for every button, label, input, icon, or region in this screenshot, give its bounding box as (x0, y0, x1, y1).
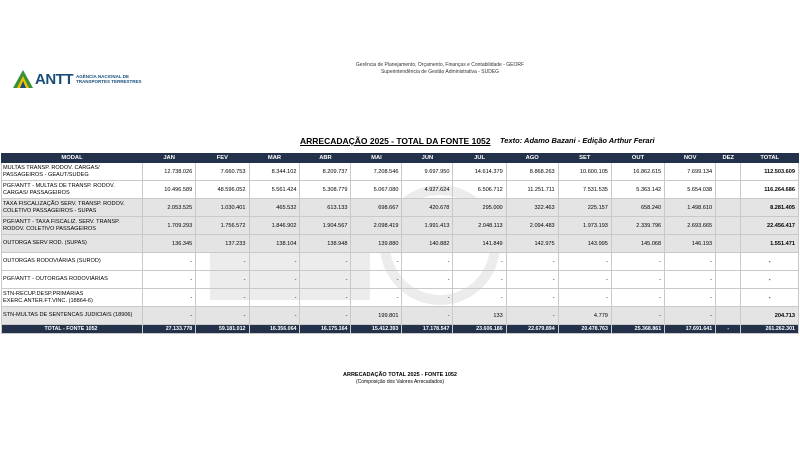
table-cell: 5.363.142 (611, 181, 664, 199)
table-cell: 6.506.712 (453, 181, 506, 199)
table-cell: 8.868.263 (506, 163, 558, 181)
table-cell: - (196, 289, 249, 307)
table-cell: - (143, 253, 196, 271)
table-cell: 9.697.950 (402, 163, 453, 181)
table-cell (716, 217, 741, 235)
row-label: TAXA FISCALIZAÇÃO SERV. TRANSP. RODOV. COLETIVO PASSAGEIROS - SUPAS (2, 199, 143, 217)
table-cell (716, 271, 741, 289)
table-cell: 142.975 (506, 235, 558, 253)
table-cell: - (506, 253, 558, 271)
table-cell: - (611, 289, 664, 307)
table-cell: 2.048.113 (453, 217, 506, 235)
table-cell: 10.496.589 (143, 181, 196, 199)
antt-triangle-icon (12, 69, 34, 89)
column-header-mar: MAR (249, 154, 300, 163)
table-cell: - (506, 271, 558, 289)
table-cell: 7.699.134 (665, 163, 716, 181)
table-cell: - (506, 289, 558, 307)
column-header-ago: AGO (506, 154, 558, 163)
table-cell (716, 253, 741, 271)
table-cell: 2.339.796 (611, 217, 664, 235)
table-row (2, 217, 799, 235)
table-cell: 465.532 (249, 199, 300, 217)
table-cell: 1.904.567 (300, 217, 351, 235)
table-body (2, 163, 799, 334)
table-cell: 7.208.546 (351, 163, 402, 181)
total-cell: 20.478.763 (558, 325, 611, 334)
table-cell: - (143, 289, 196, 307)
revenue-table (1, 153, 799, 334)
table-cell: 5.561.424 (249, 181, 300, 199)
table-cell: - (402, 289, 453, 307)
table-cell: - (665, 253, 716, 271)
row-label: PGF/ANTT - TAXA FISCALIZ. SERV. TRANSP. RODOV. COLETIVO PASSAGEIROS (2, 217, 143, 235)
table-cell: 698.667 (351, 199, 402, 217)
table-cell: - (558, 271, 611, 289)
table-cell (716, 235, 741, 253)
table-cell: 145.068 (611, 235, 664, 253)
agency-line-1: AGÊNCIA NACIONAL DE (76, 74, 130, 79)
table-cell: - (453, 289, 506, 307)
table-cell: 613.133 (300, 199, 351, 217)
table-cell: 7.660.753 (196, 163, 249, 181)
table-cell: 322.463 (506, 199, 558, 217)
table-cell: 143.995 (558, 235, 611, 253)
table-cell: 199.801 (351, 307, 402, 325)
total-cell: - (716, 325, 741, 334)
row-label: OUTORGAS RODOVIÁRIAS (SUROD) (2, 253, 143, 271)
table-cell: - (558, 289, 611, 307)
table-cell: 1.030.401 (196, 199, 249, 217)
table-cell: 146.193 (665, 235, 716, 253)
table-row (2, 235, 799, 253)
table-cell (716, 307, 741, 325)
table-cell: - (300, 307, 351, 325)
column-header-abr: ABR (300, 154, 351, 163)
column-header-jun: JUN (402, 154, 453, 163)
row-label: PGF/ANTT - OUTORGAS RODOVIÁRIAS (2, 271, 143, 289)
row-total: 116.264.686 (741, 181, 799, 199)
total-cell: 22.679.894 (506, 325, 558, 334)
total-cell: 16.356.064 (249, 325, 300, 334)
header-text (330, 62, 550, 76)
table-cell: - (506, 307, 558, 325)
row-total: - (741, 271, 799, 289)
table-cell: - (351, 271, 402, 289)
table-cell: 7.531.535 (558, 181, 611, 199)
table-cell: - (453, 253, 506, 271)
total-cell: 25.368.861 (611, 325, 664, 334)
table-cell: 1.991.413 (402, 217, 453, 235)
credit-text: Texto: Adamo Bazani - Edição Arthur Ferari (500, 136, 655, 145)
table-cell: 16.862.615 (611, 163, 664, 181)
table-cell: - (196, 253, 249, 271)
table-cell: 1.846.902 (249, 217, 300, 235)
column-header-fev: FEV (196, 154, 249, 163)
table-cell: - (611, 307, 664, 325)
table-cell: - (143, 271, 196, 289)
row-total: 204.713 (741, 307, 799, 325)
row-total: - (741, 289, 799, 307)
column-header-total: TOTAL (741, 154, 799, 163)
table-cell: - (300, 289, 351, 307)
table-cell: - (665, 271, 716, 289)
row-label: PGF/ANTT - MULTAS DE TRANSP. RODOV. CARGAS/ PASSAGEIROS (2, 181, 143, 199)
agency-line-2: TRANSPORTES TERRESTRES (76, 79, 142, 84)
table-cell: 420.678 (402, 199, 453, 217)
row-total: - (741, 253, 799, 271)
table-cell: 136.345 (143, 235, 196, 253)
agency-name (76, 74, 142, 84)
table-cell: 137.233 (196, 235, 249, 253)
footer-chart-subtitle: (Composição dos Valores Arrecadados) (355, 379, 444, 385)
table-cell: - (665, 307, 716, 325)
table-cell: - (402, 253, 453, 271)
column-header-mai: MAI (351, 154, 402, 163)
row-total: 1.551.471 (741, 235, 799, 253)
table-row (2, 199, 799, 217)
total-cell: 17.691.641 (665, 325, 716, 334)
table-cell: 141.849 (453, 235, 506, 253)
table-cell: - (402, 307, 453, 325)
column-header-jan: JAN (143, 154, 196, 163)
row-total: 112.503.609 (741, 163, 799, 181)
page-title: ARRECADAÇÃO 2025 - TOTAL DA FONTE 1052 (300, 136, 491, 146)
table-cell: - (249, 307, 300, 325)
total-cell: 27.133.778 (143, 325, 196, 334)
row-label: OUTORGA SERV ROD. (SUPAS) (2, 235, 143, 253)
table-row (2, 271, 799, 289)
table-cell (716, 163, 741, 181)
column-header-nov: NOV (665, 154, 716, 163)
total-cell: 15.412.393 (351, 325, 402, 334)
header-line-2: Superintendência de Gestão Administrativa - SUDEG (380, 69, 500, 75)
table-cell: - (249, 271, 300, 289)
total-cell: 59.181.012 (196, 325, 249, 334)
table-cell: 138.948 (300, 235, 351, 253)
table-cell: - (196, 307, 249, 325)
table-cell: 5.067.080 (351, 181, 402, 199)
table-cell: 139.880 (351, 235, 402, 253)
table-cell: - (665, 289, 716, 307)
row-total: 22.456.417 (741, 217, 799, 235)
table-cell: 2.094.483 (506, 217, 558, 235)
column-header-modal: MODAL (2, 154, 143, 163)
table-cell: 1.709.293 (143, 217, 196, 235)
table-row (2, 253, 799, 271)
table-cell (716, 199, 741, 217)
table-cell: - (249, 253, 300, 271)
table-row (2, 181, 799, 199)
table-cell: 5.308.779 (300, 181, 351, 199)
table-cell: 1.498.610 (665, 199, 716, 217)
table-cell: 2.098.419 (351, 217, 402, 235)
table-cell: - (351, 253, 402, 271)
table-cell (716, 181, 741, 199)
table-cell: 138.104 (249, 235, 300, 253)
table-cell: 11.251.711 (506, 181, 558, 199)
table-cell: 5.654.038 (665, 181, 716, 199)
table-cell: 8.344.102 (249, 163, 300, 181)
table-cell: - (300, 271, 351, 289)
table-cell: - (402, 271, 453, 289)
table-cell: 4.779 (558, 307, 611, 325)
footer-chart-title: ARRECADAÇÃO TOTAL 2025 - FONTE 1052 (343, 372, 457, 378)
table-cell: - (196, 271, 249, 289)
table-cell: 10.600.105 (558, 163, 611, 181)
table-cell: - (249, 289, 300, 307)
table-cell: - (558, 253, 611, 271)
total-cell: 23.606.186 (453, 325, 506, 334)
column-header-set: SET (558, 154, 611, 163)
total-cell: 16.175.164 (300, 325, 351, 334)
table-cell: 1.756.572 (196, 217, 249, 235)
row-label: STN-RECUP.DESP.PRIMARIAS EXERC.ANTER.FT.VINC. (18864-6) (2, 289, 143, 307)
grand-total: 261.262.301 (741, 325, 799, 334)
row-total: 8.281.405 (741, 199, 799, 217)
table-cell: 4.927.624 (402, 181, 453, 199)
table-cell: - (351, 289, 402, 307)
table-cell: - (300, 253, 351, 271)
table-cell: 48.596.052 (196, 181, 249, 199)
row-label: MULTAS TRANSP. RODOV. CARGAS/ PASSAGEIROS - GEAUT/SUDEG (2, 163, 143, 181)
table-cell (716, 289, 741, 307)
total-cell: 17.178.547 (402, 325, 453, 334)
column-header-out: OUT (611, 154, 664, 163)
table-cell: 225.157 (558, 199, 611, 217)
total-row-label: TOTAL - FONTE 1052 (2, 325, 143, 334)
table-cell: 295.000 (453, 199, 506, 217)
row-label: STN-MULTAS DE SENTENCAS JUDICIAIS (18906) (2, 307, 143, 325)
table-row (2, 307, 799, 325)
antt-logo (12, 69, 142, 89)
table-total-row (2, 325, 799, 334)
table-cell: 2.693.665 (665, 217, 716, 235)
table-cell: 133 (453, 307, 506, 325)
table-row (2, 289, 799, 307)
table-cell: 1.973.193 (558, 217, 611, 235)
table-row (2, 163, 799, 181)
header-line-1: Gerência de Planejamento, Orçamento, Finanças e Contabilidade - GEORF (355, 62, 525, 68)
table-cell: 8.209.737 (300, 163, 351, 181)
table-cell: 14.614.379 (453, 163, 506, 181)
table-cell: 658.240 (611, 199, 664, 217)
table-cell: - (143, 307, 196, 325)
table-cell: - (453, 271, 506, 289)
table-cell: 140.882 (402, 235, 453, 253)
table-cell: 12.738.026 (143, 163, 196, 181)
table-cell: - (611, 271, 664, 289)
column-header-dez: DEZ (716, 154, 741, 163)
table-header-row (2, 154, 799, 163)
column-header-jul: JUL (453, 154, 506, 163)
table-cell: 2.053.525 (143, 199, 196, 217)
logo-text: ANTT (35, 70, 73, 88)
table-cell: - (611, 253, 664, 271)
